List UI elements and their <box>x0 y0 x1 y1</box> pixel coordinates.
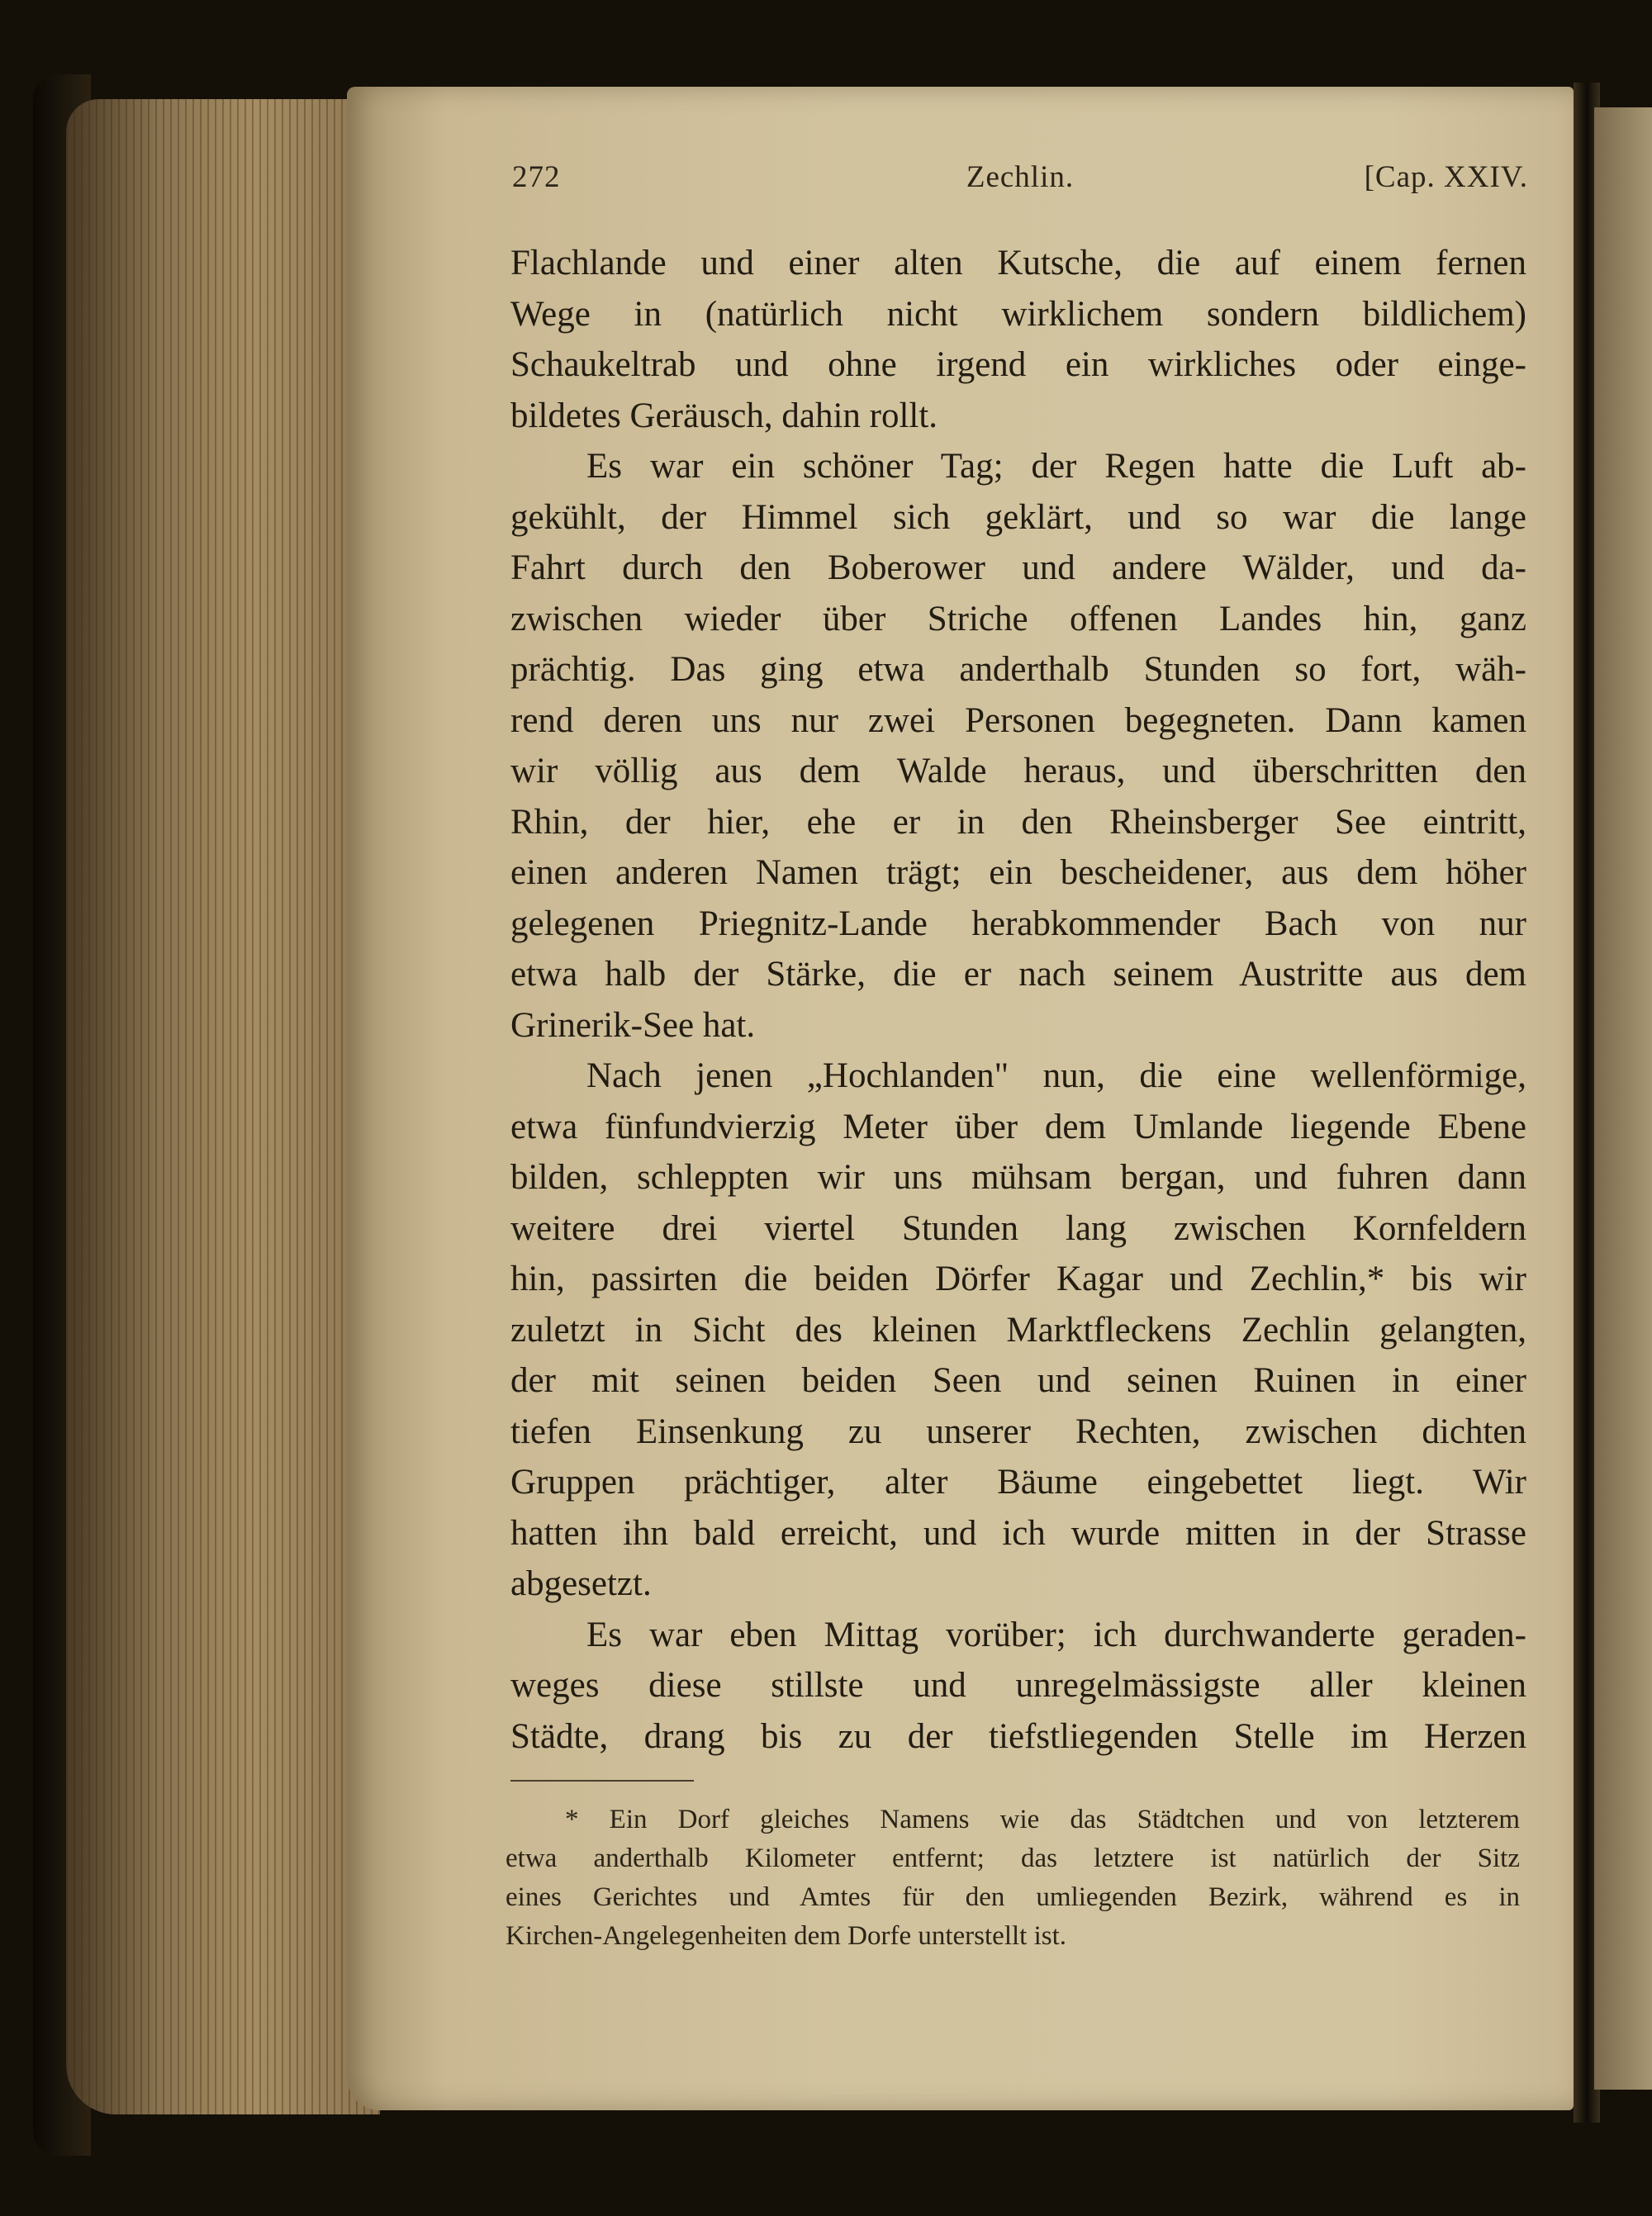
text-line: bildetes Geräusch, dahin rollt. <box>510 396 938 435</box>
chapter-label: [Cap. XXIV. <box>1364 160 1528 194</box>
text-line: hatten ihn bald erreicht, und ich wurde mitten in der Strasse <box>510 1513 1526 1553</box>
footnote-rule <box>510 1780 694 1782</box>
footnote-line: * Ein Dorf gleiches Namens wie das Städtchen und von letzterem <box>565 1805 1520 1834</box>
text-line: Flachlande und einer alten Kutsche, die auf einem fernen <box>510 244 1526 282</box>
text-line: tiefen Einsenkung zu unserer Rechten, zwischen dichten <box>510 1412 1526 1451</box>
page-number: 272 <box>512 160 561 194</box>
running-title: Zechlin. <box>966 160 1075 194</box>
text-line: Schaukeltrab und ohne irgend ein wirkliches oder einge- <box>510 345 1526 384</box>
text-line: Gruppen prächtiger, alter Bäume eingebettet liegt. Wir <box>510 1463 1526 1502</box>
text-line: Rhin, der hier, ehe er in den Rheinsberger See eintritt, <box>510 802 1526 842</box>
text-line: einen anderen Namen trägt; ein bescheidener, aus dem höher <box>510 853 1526 892</box>
text-line: der mit seinen beiden Seen und seinen Ruinen in einer <box>510 1361 1526 1400</box>
paragraph-first-line: Nach jenen „Hochlanden" nun, die eine wellenförmige, <box>586 1056 1526 1095</box>
text-line: prächtig. Das ging etwa anderthalb Stunden so fort, wäh- <box>510 650 1526 689</box>
text-line: zuletzt in Sicht des kleinen Marktfleckens Zechlin gelangten, <box>510 1310 1526 1350</box>
text-line: Städte, drang bis zu der tiefstliegenden Stelle im Herzen <box>510 1716 1526 1756</box>
text-line: bilden, schleppten wir uns mühsam bergan, und fuhren dann <box>510 1158 1526 1197</box>
text-line: etwa halb der Stärke, die er nach seinem Austritte aus dem <box>510 955 1526 994</box>
text-line: hin, passirten die beiden Dörfer Kagar und Zechlin,* bis wir <box>510 1260 1526 1298</box>
text-line: etwa fünfundvierzig Meter über dem Umlande liegende Ebene <box>510 1107 1526 1146</box>
text-line: Fahrt durch den Boberower und andere Wälder, und da- <box>510 548 1526 587</box>
text-line: gekühlt, der Himmel sich geklärt, und so war die lange <box>510 497 1526 537</box>
footnote-line: Kirchen-Angelegenheiten dem Dorfe unterstellt ist. <box>506 1921 1067 1951</box>
text-line: weges diese stillste und unregelmässigste aller kleinen <box>510 1666 1526 1705</box>
text-line: Grinerik-See hat. <box>510 1005 756 1045</box>
text-line: abgesetzt. <box>510 1564 652 1603</box>
text-line: Wege in (natürlich nicht wirklichem sondern bildlichem) <box>510 294 1526 334</box>
footnote <box>506 1801 1520 1956</box>
text-line: rend deren uns nur zwei Personen begegneten. Dann kamen <box>510 700 1526 740</box>
book-page-edges <box>66 99 380 2114</box>
text-line: zwischen wieder über Striche offenen Landes hin, ganz <box>510 599 1526 638</box>
running-header <box>512 159 1528 201</box>
footnote-line: etwa anderthalb Kilometer entfernt; das letztere ist natürlich der Sitz <box>506 1844 1520 1873</box>
facing-page-edge <box>1594 107 1652 2090</box>
text-line: gelegenen Priegnitz-Lande herabkommender Bach von nur <box>510 904 1526 943</box>
text-line: wir völlig aus dem Walde heraus, und überschritten den <box>510 752 1526 790</box>
paragraph-first-line: Es war ein schöner Tag; der Regen hatte die Luft ab- <box>586 447 1526 486</box>
paragraph-first-line: Es war eben Mittag vorüber; ich durchwanderte geraden- <box>586 1615 1526 1654</box>
footnote-line: eines Gerichtes und Amtes für den umliegenden Bezirk, während es in <box>506 1882 1520 1912</box>
text-line: weitere drei viertel Stunden lang zwischen Kornfeldern <box>510 1208 1526 1248</box>
body-text <box>510 238 1526 1762</box>
